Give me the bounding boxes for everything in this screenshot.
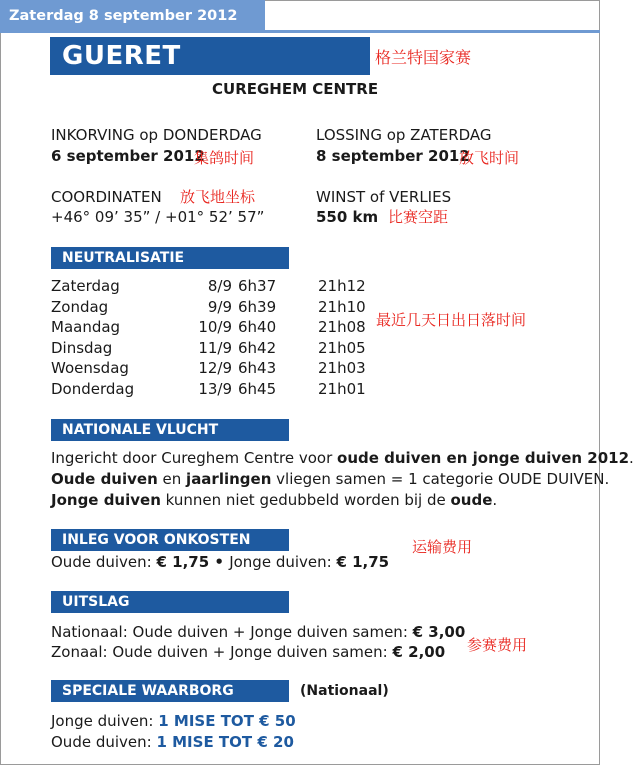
- winst-label: WINST of VERLIES: [316, 188, 452, 206]
- inleg-line: [51, 553, 389, 571]
- title-annotation: 格兰特国家赛: [375, 48, 472, 67]
- lossing-value: 8 september 2012: [316, 147, 470, 165]
- row-sunrise: 6h37: [238, 277, 277, 295]
- row-sunset: 21h03: [318, 359, 366, 377]
- waarborg-jonge-value: 1 MISE TOT € 50: [158, 712, 296, 730]
- row-sunset: 21h10: [318, 297, 366, 316]
- winst-value: 550 km: [316, 208, 379, 226]
- nationale-line-1-bold: oude duiven en jonge duiven 2012: [337, 449, 630, 467]
- header-rule: [265, 30, 600, 33]
- row-sunset: 21h12: [318, 277, 366, 295]
- uitslag-nationaal-value: € 3,00: [412, 623, 466, 641]
- coordinaten-annotation: 放飞地坐标: [180, 188, 256, 206]
- nationale-line-3-text-a: kunnen niet gedubbeld worden bij de: [160, 491, 451, 509]
- row-day: Zondag: [51, 297, 109, 316]
- nationale-line-2-text-b: vliegen samen = 1 categorie OUDE DUIVEN.: [271, 470, 610, 488]
- section-neutralisatie: [51, 247, 289, 269]
- uitslag-zonaal-label: Zonaal: Oude duiven + Jonge duiven samen:: [51, 643, 393, 661]
- section-uitslag: [51, 591, 289, 613]
- nationale-line-2-text-a: en: [157, 470, 187, 488]
- nationale-line-2: [51, 470, 609, 488]
- date-tab: [0, 0, 265, 33]
- uitslag-annotation: 参赛费用: [467, 636, 528, 654]
- nationale-line-3-end: .: [492, 491, 498, 509]
- nationale-line-2-bold-a: Oude duiven: [51, 470, 158, 488]
- row-day: Dinsdag: [51, 338, 113, 357]
- table-row: [51, 359, 371, 380]
- waarborg-oude-label: Oude duiven:: [51, 733, 157, 751]
- neutralisatie-title: NEUTRALISATIE: [62, 250, 185, 266]
- nationale-line-2-bold-b: jaarlingen: [186, 470, 272, 488]
- club-name: CUREGHEM CENTRE: [212, 80, 379, 98]
- row-day: Donderdag: [51, 379, 135, 398]
- inleg-annotation: 运输费用: [412, 538, 473, 556]
- waarborg-oude: [51, 733, 294, 751]
- nationale-title: NATIONALE VLUCHT: [62, 422, 219, 438]
- inleg-oude-label: Oude duiven:: [51, 553, 157, 571]
- lossing-label: LOSSING op ZATERDAG: [316, 126, 492, 144]
- waarborg-scope: (Nationaal): [300, 683, 389, 699]
- section-nationale-vlucht: [51, 419, 289, 441]
- row-date: 8/9: [207, 277, 232, 295]
- inleg-jonge-value: € 1,75: [336, 553, 390, 571]
- row-sunset: 21h08: [318, 318, 366, 336]
- waarborg-title: SPECIALE WAARBORG: [62, 683, 234, 699]
- section-speciale-waarborg: [51, 680, 289, 702]
- row-sunset: 21h05: [318, 338, 366, 357]
- lossing-annotation: 放飞时间: [459, 149, 520, 167]
- header-date: Zaterdag 8 september 2012: [9, 8, 238, 24]
- row-date: 11/9: [198, 338, 232, 357]
- coordinaten-label: COORDINATEN: [51, 188, 162, 206]
- row-sunrise: 6h39: [238, 297, 277, 316]
- title-bar: [50, 37, 370, 75]
- table-row: [51, 339, 371, 360]
- row-day: Maandag: [51, 318, 121, 336]
- table-row: [51, 380, 371, 401]
- inkorving-annotation: 集鸽时间: [194, 149, 255, 167]
- row-sunset: 21h01: [318, 379, 366, 398]
- nationale-line-1-text: Ingericht door Cureghem Centre voor: [51, 449, 338, 467]
- row-day: Woensdag: [51, 359, 129, 377]
- nationale-line-3-bold-b: oude: [450, 491, 493, 509]
- table-row: [51, 277, 371, 298]
- nationale-line-3: [51, 491, 497, 509]
- table-row: [51, 298, 371, 319]
- row-date: 9/9: [207, 297, 232, 316]
- inleg-title: INLEG VOOR ONKOSTEN: [62, 532, 251, 548]
- row-day: Zaterdag: [51, 277, 120, 295]
- inleg-separator: •: [209, 553, 230, 571]
- section-inleg: [51, 529, 289, 551]
- uitslag-zonaal-value: € 2,00: [392, 643, 446, 661]
- row-date: 13/9: [198, 379, 232, 398]
- uitslag-nationaal: [51, 623, 465, 641]
- winst-annotation: 比赛空距: [388, 208, 449, 226]
- row-sunrise: 6h40: [238, 318, 277, 336]
- uitslag-zonaal: [51, 643, 445, 661]
- inleg-jonge-label: Jonge duiven:: [229, 553, 337, 571]
- row-sunrise: 6h43: [238, 359, 277, 377]
- row-sunrise: 6h42: [238, 338, 277, 357]
- inleg-oude-value: € 1,75: [156, 553, 210, 571]
- row-date: 10/9: [198, 318, 232, 336]
- neutralisatie-annotation: 最近几天日出日落时间: [376, 311, 527, 329]
- row-sunrise: 6h45: [238, 379, 277, 398]
- nationale-line-3-bold-a: Jonge duiven: [51, 491, 161, 509]
- inkorving-label: INKORVING op DONDERDAG: [51, 126, 262, 144]
- row-date: 12/9: [198, 359, 232, 377]
- waarborg-oude-value: 1 MISE TOT € 20: [156, 733, 294, 751]
- waarborg-jonge: [51, 712, 296, 730]
- nationale-line-1: [51, 449, 634, 467]
- uitslag-title: UITSLAG: [62, 594, 130, 610]
- waarborg-jonge-label: Jonge duiven:: [51, 712, 159, 730]
- coordinaten-value: +46° 09’ 35” / +01° 52’ 57”: [51, 208, 265, 226]
- nationale-line-1-end: .: [629, 449, 634, 467]
- uitslag-nationaal-label: Nationaal: Oude duiven + Jonge duiven samen:: [51, 623, 413, 641]
- page-title: GUERET: [62, 41, 181, 71]
- table-row: [51, 318, 371, 339]
- inkorving-value: 6 september 2012: [51, 147, 205, 165]
